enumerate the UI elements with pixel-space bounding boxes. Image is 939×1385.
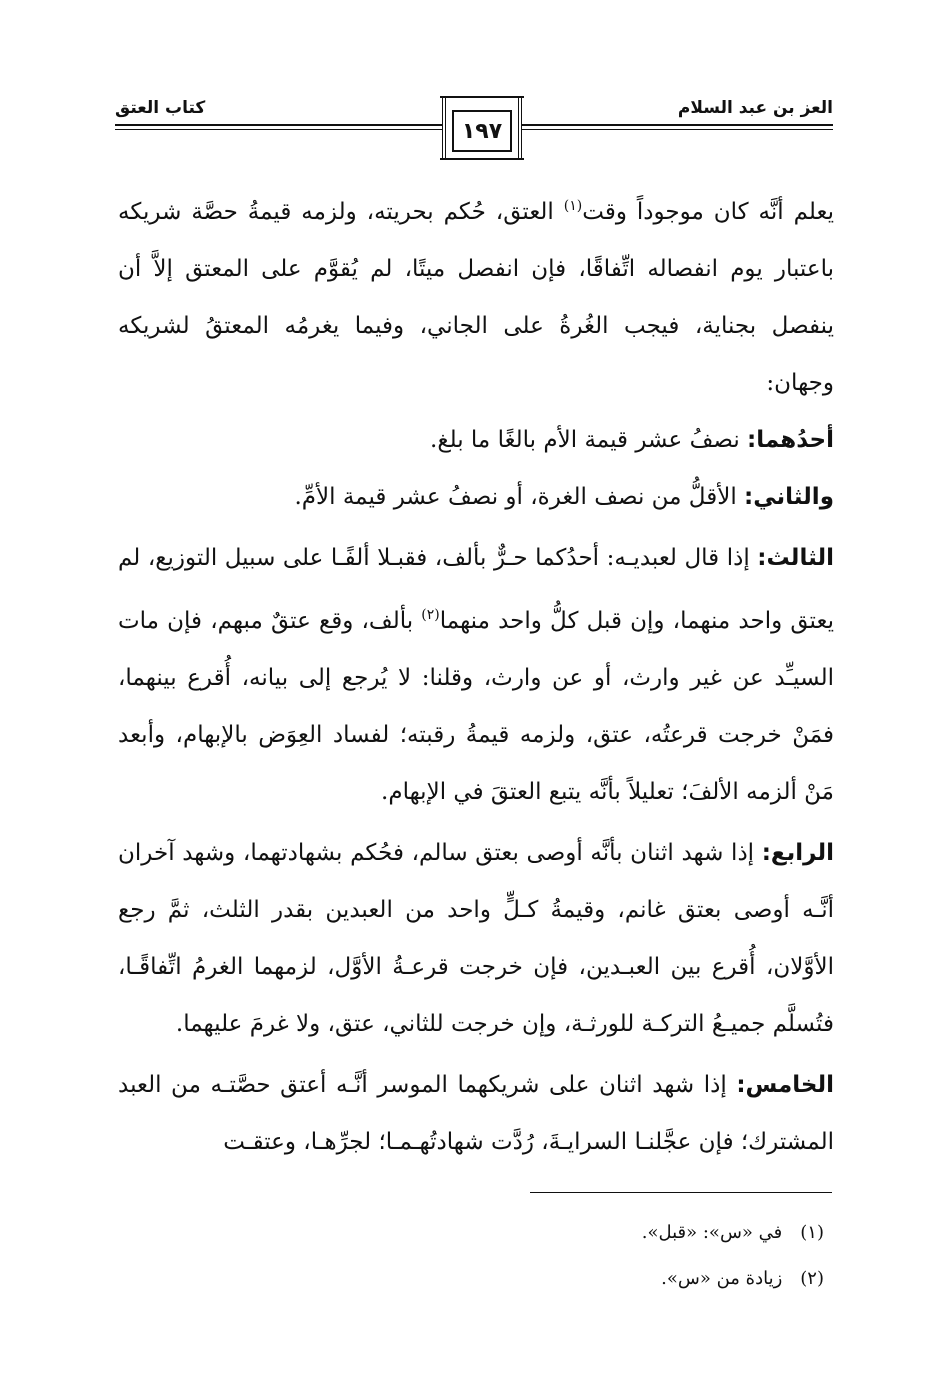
author-name: العز بن عبد السلام (677, 98, 833, 118)
paragraph-lead: الثالث: (757, 545, 834, 571)
paragraph-text: إذا قال لعبديـه: أحدُكما حـرٌّ بألف، فقبـلا ألفًـا على سبيل التوزيع، لم يعتق واحد منهما، وإن قبل كلُّ واحد منهما (118, 545, 834, 634)
footnote-ref-1: (١) (563, 198, 583, 214)
footnote-number: (٢) (800, 1268, 824, 1289)
ornament-cap-top (440, 96, 524, 98)
paragraph-text: نصفُ عشر قيمة الأم بالغًا ما بلغ. (430, 427, 748, 453)
footnote-ref-2: (٢) (421, 607, 440, 623)
chapter-title: كتاب العتق (115, 98, 206, 118)
paragraph-fourth-case (118, 825, 834, 1053)
footnote-number: (١) (800, 1222, 824, 1243)
paragraph-lead: الرابع: (761, 840, 834, 866)
paragraph-text: إذا شهد اثنان على شريكهما الموسر أنَّـه أعتق حصَّتـه من العبد المشترك؛ فإن عجَّلنـا السرايـةَ، رُدَّت شهادتُهـمـا؛ لجرِّهـا، وعتقـت (118, 1072, 834, 1155)
footnote-2 (224, 1256, 824, 1302)
paragraph-text: بألف، وقع عتقٌ مبهم، فإن مات السيـِّد عن غير وارث، أو عن وارث، وقلنا: لا يُرجع إلى بيانه، أُقرع بينهما، فمَنْ خرجت قرعتُه، عتق، ولزمه قيمةُ رقبته؛ لفساد العِوَض بالإبهام، وأبعد مَنْ ألزمه الألفَ؛ تعليلاً بأنَّه يتبع العتقَ في الإبهام. (118, 608, 834, 805)
footnote-text: زيادة من «س». (661, 1268, 783, 1289)
paragraph-third-case (118, 530, 834, 821)
footnotes (224, 1210, 824, 1302)
page-number-box (452, 110, 512, 152)
paragraph-text: العتق، حُكم بحريته، ولزمه قيمةُ حصَّة شريكه باعتبار يوم انفصاله اتِّفاقًا، فإن انفصل ميتًا، لم يُقوَّم على المعتق إلاَّ أن ينفصل بجناية، فيجب الغُرةُ على الجاني، وفيما يغرمُه المعتقُ لشريكه وجهان: (118, 199, 834, 396)
paragraph-fifth-case (118, 1057, 834, 1171)
paragraph-lead: أحدُهما: (747, 427, 834, 453)
paragraph-second-opinion (118, 469, 834, 526)
paragraph-first-opinion (118, 412, 834, 469)
paragraph-text: يعلم أنَّه كان موجوداً وقت (582, 199, 834, 225)
paragraph-continuation (118, 178, 834, 412)
paragraph-text: الأقلُّ من نصف الغرة، أو نصفُ عشر قيمة الأمِّ. (294, 484, 745, 510)
footnote-separator (530, 1192, 832, 1193)
page-number: ١٩٧ (461, 118, 503, 144)
page-number-ornament (442, 96, 522, 160)
footnote-1 (224, 1210, 824, 1256)
main-text (118, 178, 834, 1171)
running-header (115, 88, 833, 168)
paragraph-lead: والثاني: (744, 484, 834, 510)
paragraph-lead: الخامس: (736, 1072, 834, 1098)
paragraph-text: إذا شهد اثنان بأنَّه أوصى بعتق سالم، فحُكم بشهادتهما، وشهد آخران أنَّـه أوصى بعتق غانم، وقيمةُ كـلٍّ واحد من العبدين بقدر الثلث، ثمَّ رجع الأوَّلان، أُقرع بين العبـدين، فإن خرجت قرعـةُ الأوَّل، لزمهما الغرمُ اتِّفاقًـا، فتُسلَّم جميـعُ التركـة للورثـة، وإن خرجت للثاني، عتق، ولا غرمَ عليهما. (118, 840, 834, 1037)
footnote-text: في «س»: «قبل». (641, 1222, 783, 1243)
ornament-cap-bottom (440, 158, 524, 160)
